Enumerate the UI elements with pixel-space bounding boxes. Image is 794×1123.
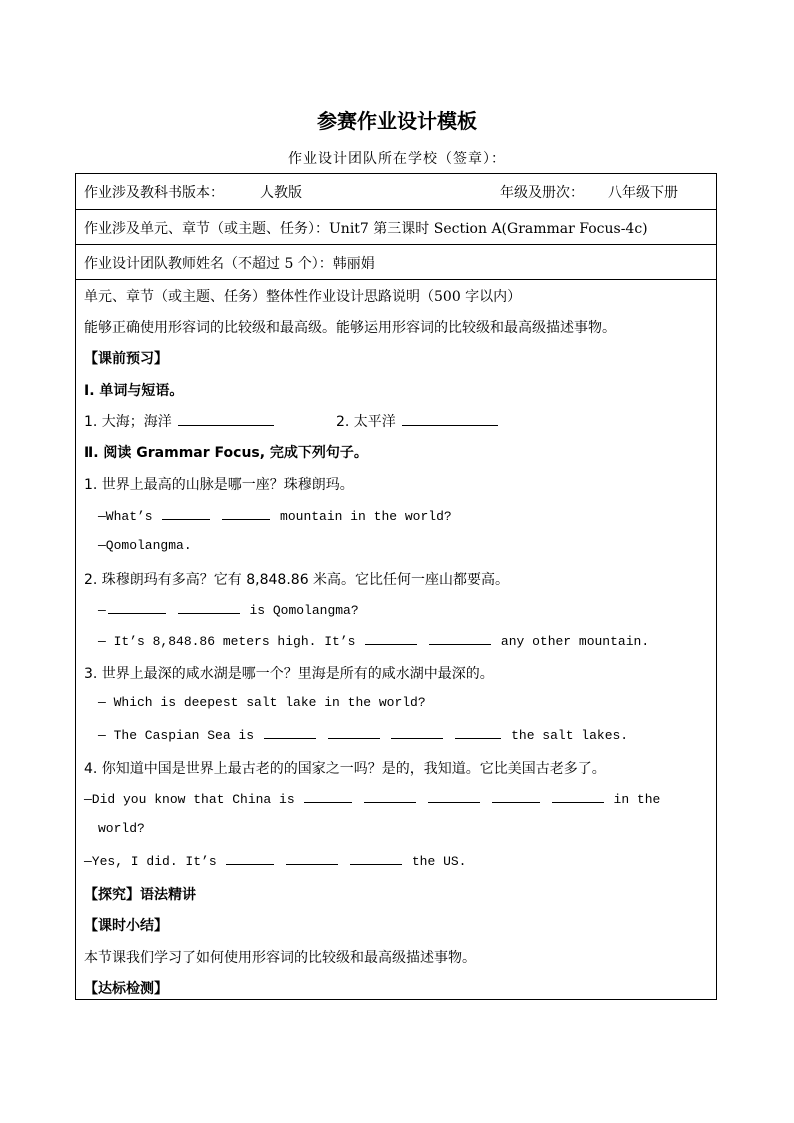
answer-blank (365, 632, 417, 645)
answer-blank (108, 601, 166, 614)
grade-value: 八年级下册 (608, 185, 678, 201)
q1-chinese: 1. 世界上最高的山脉是哪一座？珠穆朗玛。 (84, 477, 354, 493)
answer-blank (402, 413, 498, 426)
part1-heading: Ⅰ. 单词与短语。 (84, 383, 184, 399)
answer-blank (178, 601, 240, 614)
textbook-row (76, 174, 716, 210)
answer-blank (264, 726, 316, 739)
q4-line-b: —Yes, I did. It’s the US. (84, 854, 467, 869)
summary-heading: 【课时小结】 (84, 918, 168, 934)
q4-chinese: 4. 你知道中国是世界上最古老的的国家之一吗？是的，我知道。它比美国古老多了。 (84, 761, 606, 777)
explore-heading: 【探究】语法精讲 (84, 887, 196, 903)
answer-blank (304, 790, 352, 803)
test-heading: 【达标检测】 (84, 981, 168, 997)
teacher-line: 作业设计团队教师姓名（不超过 5 个）：韩丽娟 (84, 256, 375, 272)
school-signature-line: 作业设计团队所在学校（签章）： (288, 151, 506, 167)
page-title: 参赛作业设计模板 (317, 109, 477, 133)
answer-blank (226, 852, 274, 865)
answer-blank (350, 852, 402, 865)
assignment-form (75, 173, 717, 1000)
answer-blank (552, 790, 604, 803)
q2-line-b: — It’s 8,848.86 meters high. It’s any other mountain. (98, 634, 650, 649)
q2-chinese: 2. 珠穆朗玛有多高？它有 8,848.86 米高。它比任何一座山都要高。 (84, 572, 510, 588)
teacher-row (76, 245, 716, 280)
design-content (76, 280, 716, 999)
q4-line-a-cont: world? (98, 821, 145, 836)
answer-blank (328, 726, 380, 739)
answer-blank (286, 852, 338, 865)
summary-text: 本节课我们学习了如何使用形容词的比较级和最高级描述事物。 (84, 950, 476, 966)
unit-row (76, 210, 716, 245)
answer-blank (364, 790, 416, 803)
answer-blank (492, 790, 540, 803)
q2-line-a: — is Qomolangma? (98, 603, 359, 618)
textbook-label: 作业涉及教科书版本： (84, 185, 224, 201)
answer-blank (455, 726, 501, 739)
part2-heading: Ⅱ. 阅读 Grammar Focus, 完成下列句子。 (84, 445, 368, 461)
q4-line-a: —Did you know that China is in the (84, 792, 661, 807)
grade-label: 年级及册次： (500, 185, 584, 201)
q3-line-b: — The Caspian Sea is the salt lakes. (98, 728, 629, 743)
unit-line: 作业涉及单元、章节（或主题、任务）：Unit7 第三课时 Section A(Grammar Focus-4c) (84, 221, 648, 237)
design-heading: 单元、章节（或主题、任务）整体性作业设计思路说明（500 字以内） (84, 289, 522, 305)
q3-line-a: — Which is deepest salt lake in the world? (98, 695, 426, 710)
answer-blank (391, 726, 443, 739)
vocab-item-1: 1. 大海；海洋 (84, 411, 276, 431)
q1-line-b: —Qomolangma. (98, 538, 192, 553)
answer-blank (178, 413, 274, 426)
q1-line-a: —What’s mountain in the world? (98, 509, 452, 524)
vocab-item-2: 2. 太平洋 (336, 411, 500, 431)
textbook-value: 人教版 (260, 185, 302, 201)
answer-blank (162, 507, 210, 520)
preview-heading: 【课前预习】 (84, 351, 168, 367)
answer-blank (429, 632, 491, 645)
answer-blank (428, 790, 480, 803)
goal-text: 能够正确使用形容词的比较级和最高级。能够运用形容词的比较级和最高级描述事物。 (84, 320, 616, 336)
q3-chinese: 3. 世界上最深的咸水湖是哪一个？里海是所有的咸水湖中最深的。 (84, 666, 494, 682)
answer-blank (222, 507, 270, 520)
